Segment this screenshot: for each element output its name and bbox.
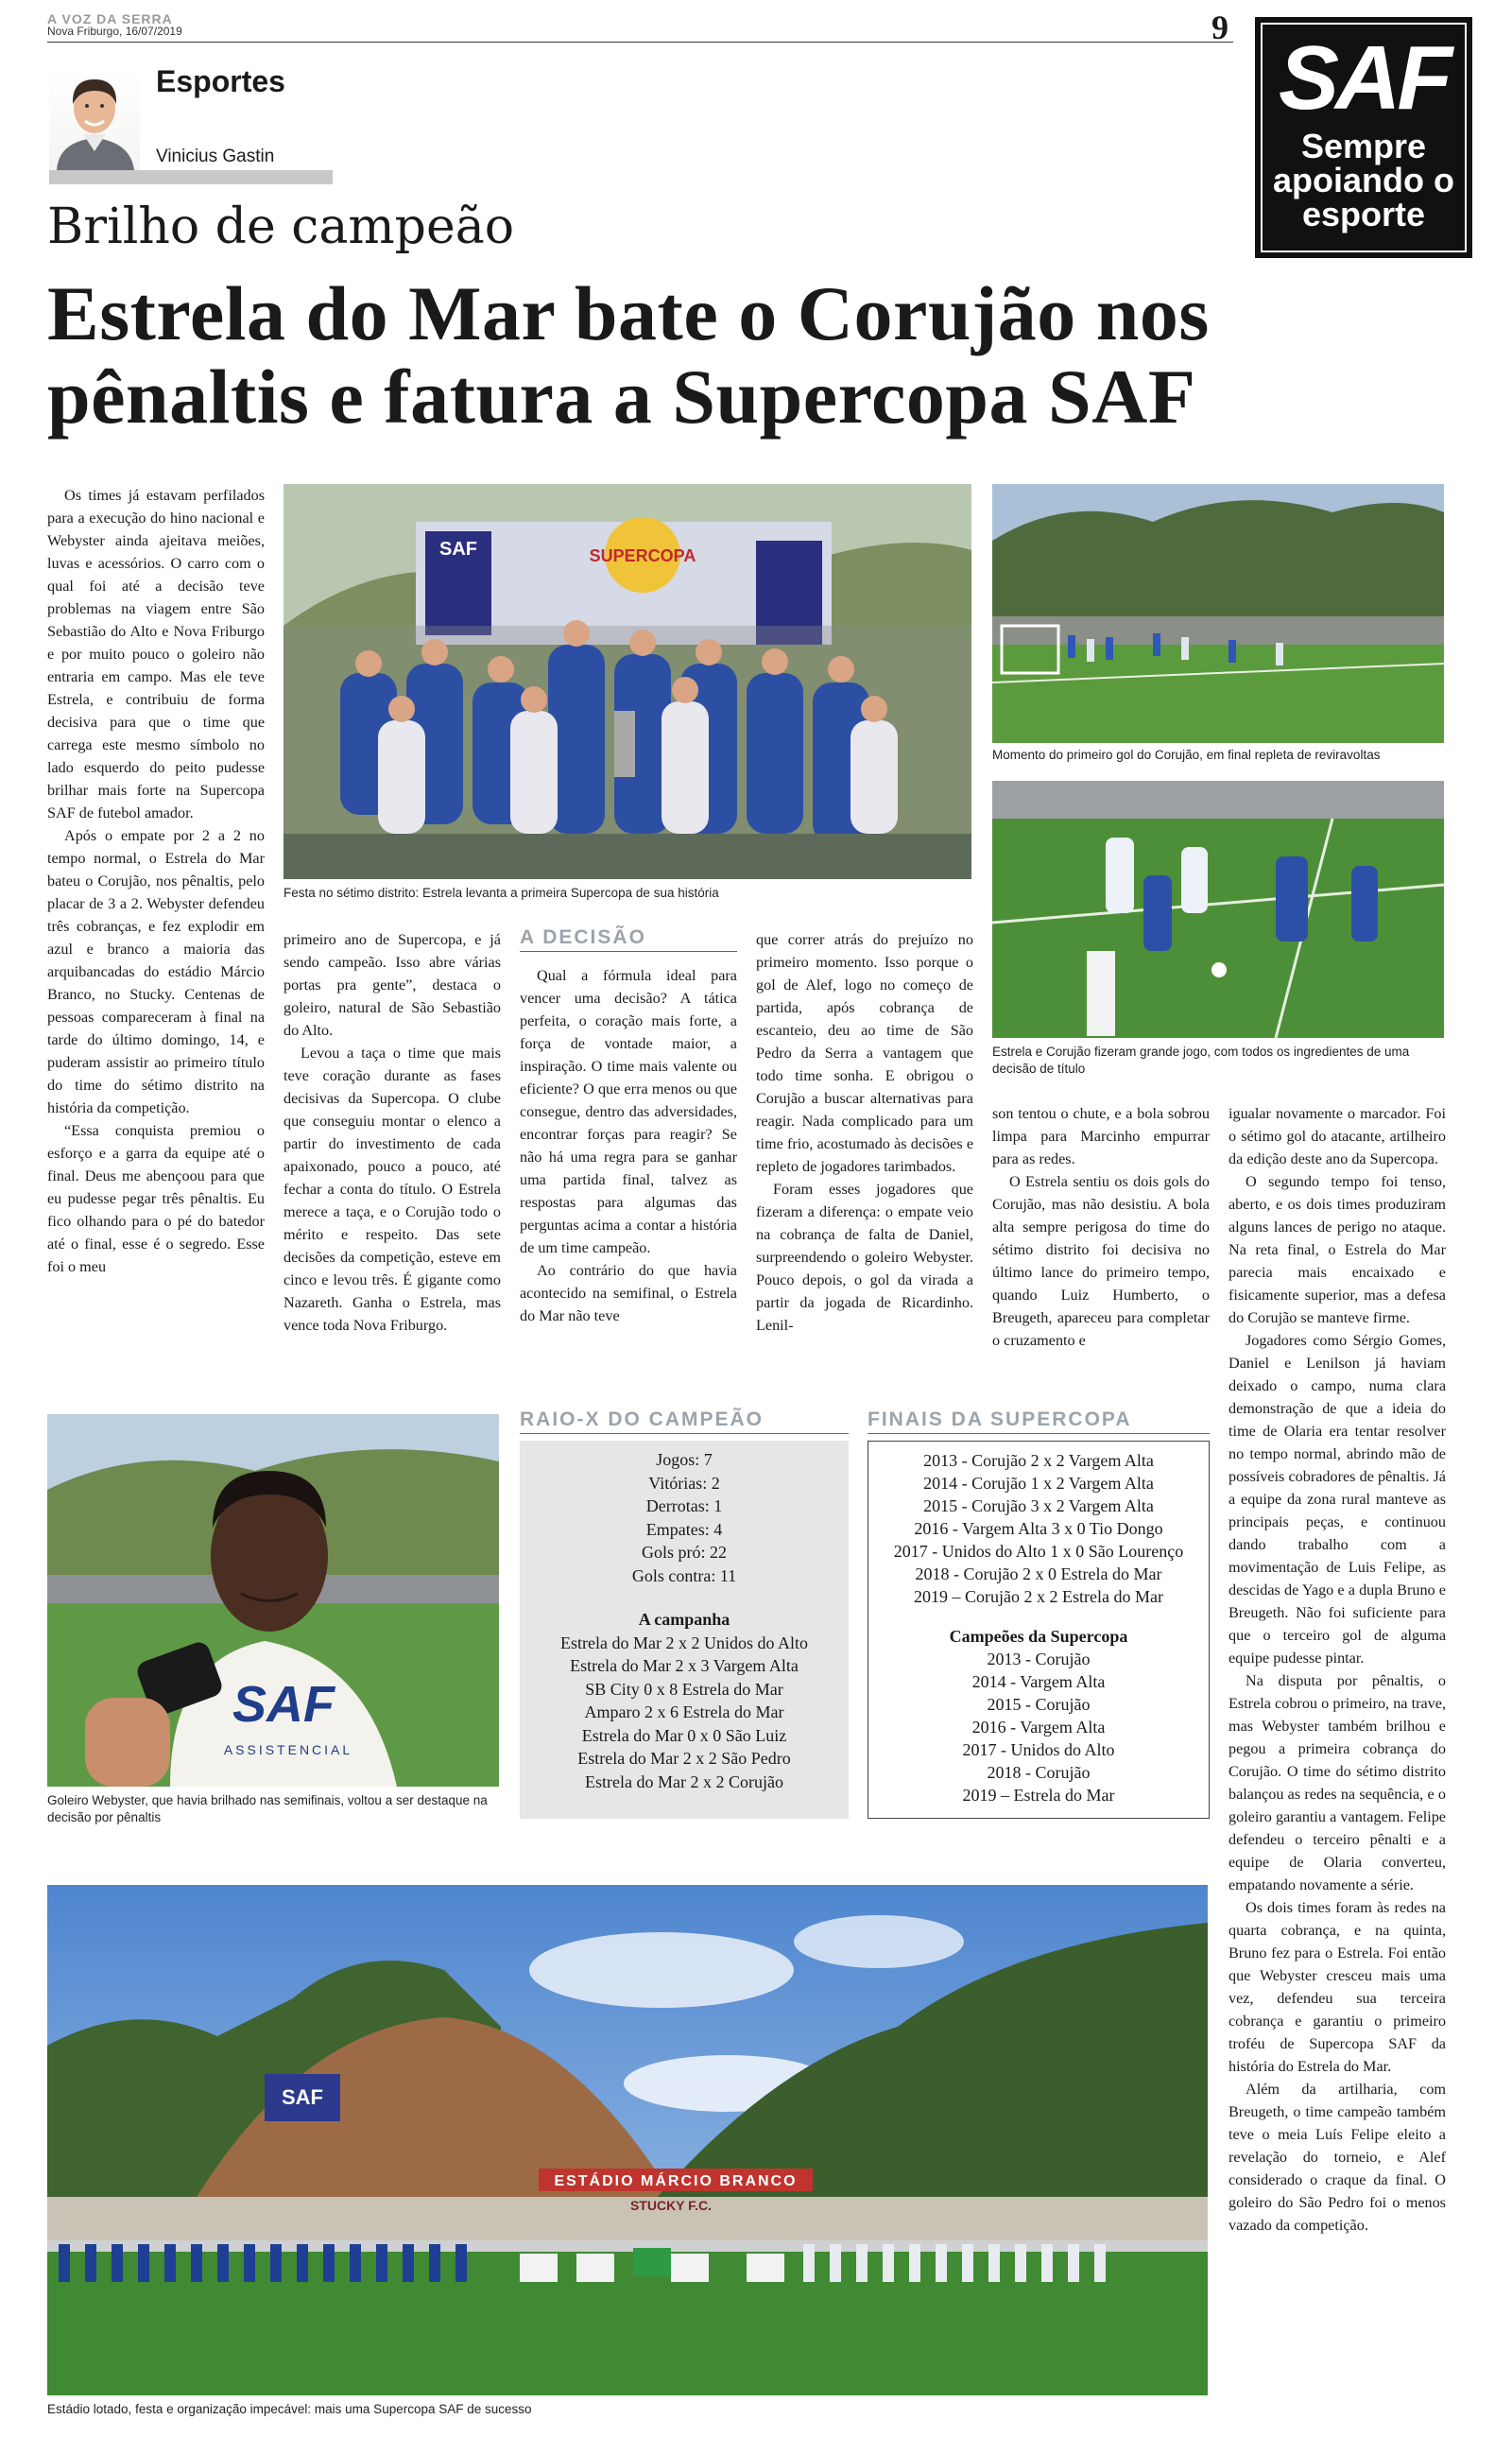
finals-title: FINAIS DA SUPERCOPA [868,1408,1210,1434]
shirt-saf-text: SAF [232,1676,335,1733]
paragraph: Os times já estavam perfilados para a execução do hino nacional e Webyster ainda ajeitava meiões, luvas e acessórios. O carro com o qual foi até a decisão teve problemas na viagem entre São Sebastião do Alto e Nova Friburgo e por muito pouco o goleiro não entraria em campo. Mas ele teve Estrela, e contribuiu de forma decisiva para que o time que carrega este mesmo símbolo no lado esquerdo do peito pudesse brilhar mais forte na Supercopa SAF de futebol amador. [47,487,265,821]
saf-slogan [1258,127,1469,233]
paragraph: Qual a fórmula ideal para vencer uma decisão? A tática perfeita, o coração mais forte, a força de vontade maior, a inspiração. O time mais valente ou eficiente? O que erra menos ou que consegue, dentro das adversidades, encontrar forças para reagir? Se não há uma regra para se ganhar uma partida final, talvez as respostas para algumas das perguntas acima a contar a história de um time campeão. [520,967,737,1256]
masthead [47,11,182,38]
caption-first-goal: Momento do primeiro gol do Corujão, em final repleta de reviravoltas [992,748,1381,762]
raio-x-title: RAIO-X DO CAMPEÃO [520,1408,849,1434]
caption-celebration: Festa no sétimo distrito: Estrela levanta a primeira Supercopa de sua história [284,886,719,900]
stat-line: Jogos: 7 [656,1450,713,1469]
campaign-line: Estrela do Mar 2 x 2 Corujão [585,1771,783,1791]
champion-line: 2014 - Vargem Alta [971,1672,1106,1691]
slogan-line: Sempre [1300,127,1427,165]
paragraph: son tentou o chute, e a bola sobrou limpa para Marcinho empurrar para as redes. [992,1105,1210,1167]
stat-line: Empates: 4 [645,1519,723,1539]
slogan-line: apoiando o [1273,161,1454,199]
champion-line: 2018 - Corujão [987,1763,1091,1782]
final-line: 2014 - Corujão 1 x 2 Vargem Alta [923,1474,1154,1493]
stadium-name-sign: ESTÁDIO MÁRCIO BRANCO [554,2173,798,2189]
campaign-line: Amparo 2 x 6 Estrela do Mar [584,1702,784,1721]
stadium-saf-sign: SAF [282,2085,323,2109]
champion-line: 2016 - Vargem Alta [971,1718,1106,1737]
raio-x-box [520,1441,849,1819]
paragraph: O Estrela sentiu os dois gols do Corujão, mas não desistiu. A bola alta sempre perigosa do time do sétimo distrito foi decisiva no último lance do primeiro tempo, quando Luiz Humberto, o Breugeth, apareceu para completar o cruzamento e [992,1173,1210,1349]
saf-logo: SAF [1279,27,1449,129]
person-avatar-icon [49,68,140,170]
paragraph: Ao contrário do que havia acontecido na semifinal, o Estrela do Mar não teve [520,1262,737,1324]
saf-advertisement [1255,17,1472,258]
article-column-2 [284,928,501,1337]
champion-line: 2013 - Corujão [987,1650,1091,1668]
paragraph: Os dois times foram às redes na quarta cobrança, e na quinta, Bruno fez para o Estrela. Foi então que Webyster cresceu mais uma vez, defendeu sua terceira cobrança e garantiu o primeiro troféu de Supercopa SAF da história do Estrela do Mar. [1228,1899,1446,2075]
caption-stadium: Estádio lotado, festa e organização impecável: mais uma Supercopa SAF de sucesso [47,2402,532,2416]
stadium-club-sign: STUCKY F.C. [629,2198,713,2213]
final-line: 2019 – Corujão 2 x 2 Estrela do Mar [914,1587,1163,1606]
article-column-4 [756,928,973,1337]
finals-header [868,1408,1210,1434]
stat-line: Gols contra: 11 [631,1565,737,1585]
columnist-avatar [49,68,140,170]
headline: Estrela do Mar bate o Corujão nos pênaltis e fatura a Supercopa SAF [47,270,1210,440]
caption-goalkeeper: Goleiro Webyster, que havia brilhado nas semifinais, voltou a ser destaque na decisão por pênaltis [47,1793,488,1824]
shirt-sub-text: ASSISTENCIAL [223,1742,353,1757]
paragraph: Na disputa por pênaltis, o Estrela cobrou o primeiro, na trave, mas Webyster também brilhou e pegou a primeira cobrança do Corujão. O time do sétimo distrito balançou as redes na sequência, e o goleiro garantiu a vantagem. Felipe defendeu o terceiro pênalti e a equipe de Olaria converteu, empatando novamente a série. [1228,1672,1446,1893]
author-name: Vinicius Gastin [156,147,275,166]
campaign-title: A campanha [638,1610,730,1629]
banner-supercopa-text: SUPERCOPA [589,546,696,565]
paragraph: “Essa conquista premiou o esforço e a garra da equipe até o final. Deus me abençoou para que eu pudesse pegar três pênaltis. Eu fico olhando para o pé do batedor até o final, esse é o segredo. Esse foi o meu [47,1122,265,1275]
edition-date: Nova Friburgo, 16/07/2019 [47,25,182,38]
final-line: 2018 - Corujão 2 x 0 Estrela do Mar [915,1564,1162,1583]
campaign-line: Estrela do Mar 2 x 3 Vargem Alta [570,1656,799,1675]
final-line: 2013 - Corujão 2 x 2 Vargem Alta [923,1451,1154,1470]
finals-box [868,1441,1210,1819]
paragraph: Após o empate por 2 a 2 no tempo normal, o Estrela do Mar bateu o Corujão, nos pênaltis, pelo placar de 3 a 2. Webyster defendeu três cobranças, e fez explodir em azul e branco a maioria das arquibancadas do estádio Márcio Branco, no Stucky. Centenas de pessoas compareceram à final na tarde do último domingo, 14, e puderam assistir ao primeiro título do time do sétimo distrito na história da competição. [47,827,265,1116]
paragraph: igualar novamente o marcador. Foi o sétimo gol do atacante, artilheiro da edição deste ano da Supercopa. [1228,1105,1446,1167]
match-photo [992,781,1444,1038]
article-column-3 [520,964,737,1327]
paragraph: primeiro ano de Supercopa, e já sendo campeão. Isso abre várias portas pra gente”, destaca o goleiro, natural de São Sebastião do Alto. [284,931,501,1039]
champion-line: 2019 – Estrela do Mar [962,1786,1115,1805]
article-column-6 [1228,1102,1446,2237]
champions-title: Campeões da Supercopa [949,1627,1128,1646]
banner-saf-text: SAF [439,539,477,560]
kicker: Brilho de campeão [47,199,515,255]
paragraph: Além da artilharia, com Breugeth, o time campeão também teve o meia Luís Felipe eleito a revelação do torneio, e Alef considerado o craque da final. O goleiro do São Pedro foi o menos vazado da competição. [1228,2081,1446,2234]
author-bar [49,170,333,184]
goalkeeper-photo [47,1414,499,1787]
decision-section [520,926,737,952]
campaign-line: Estrela do Mar 2 x 2 São Pedro [577,1749,791,1768]
final-line: 2015 - Corujão 3 x 2 Vargem Alta [923,1496,1154,1515]
paragraph: Levou a taça o time que mais teve coração durante as fases decisivas da Supercopa. O clube que conseguiu montar o elenco a partir do investimento de cada apaixonado, pouco a pouco, até fechar a conta do título. O Estrela merece a taça, e o Corujão todo o mérito e respeito. Das sete decisões da competição, esteve em cinco e levou três. É gigante como Nazareth. Ganha o Estrela, mas vence toda Nova Friburgo. [284,1045,501,1334]
newspaper-name: A VOZ DA SERRA [47,11,173,26]
stat-line: Gols pró: 22 [642,1543,727,1562]
stadium-photo [47,1885,1208,2395]
caption-match: Estrela e Corujão fizeram grande jogo, com todos os ingredientes de uma decisão de título [992,1045,1410,1076]
raio-x-header [520,1408,849,1434]
campaign-line: Estrela do Mar 2 x 2 Unidos do Alto [560,1633,808,1652]
paragraph: O segundo tempo foi tenso, aberto, e os dois times produziram alguns lances de perigo no ataque. Na reta final, o Estrela do Mar parecia mais encaixado e fisicamente superior, mas a defesa do Corujão se manteve firme. [1228,1173,1446,1326]
paragraph: Foram esses jogadores que fizeram a diferença: o empate veio na cobrança de falta de Daniel, surpreendendo o goleiro Webyster. Pouco depois, o gol da virada a partir da jogada de Ricardinho. Lenil- [756,1181,973,1334]
champion-line: 2015 - Corujão [987,1695,1091,1714]
stat-line: Vitórias: 2 [648,1473,720,1493]
article-column-5 [992,1102,1210,1352]
paragraph: que correr atrás do prejuízo no primeiro momento. Isso porque o gol de Alef, logo no começo de partida, após cobrança de escanteio, deu ao time de São Pedro da Serra a vantagem que todo time sonha. E obrigou o Corujão a buscar alternativas para reagir. Nada complicado para um time frio, acostumado às decisões e repleto de jogadores tarimbados. [756,931,973,1175]
page-number: 9 [1211,9,1228,46]
champion-line: 2017 - Unidos do Alto [962,1740,1115,1759]
final-line: 2016 - Vargem Alta 3 x 0 Tio Dongo [914,1519,1163,1538]
celebration-photo [284,484,971,879]
final-line: 2017 - Unidos do Alto 1 x 0 São Lourenço [893,1542,1184,1561]
slogan-line: esporte [1301,195,1426,233]
first-goal-photo [992,484,1444,743]
stat-line: Derrotas: 1 [645,1496,723,1515]
campaign-line: Estrela do Mar 0 x 0 São Luiz [581,1725,787,1745]
campaign-line: SB City 0 x 8 Estrela do Mar [585,1679,783,1699]
section-title: Esportes [156,64,285,98]
top-rule [47,42,1233,43]
article-column-1 [47,484,265,1278]
decision-title: A DECISÃO [520,926,737,952]
paragraph: Jogadores como Sérgio Gomes, Daniel e Lenilson já haviam deixado o campo, numa clara demonstração de que a ideia do time de Olaria era tentar resolver no tempo normal, abrindo mão de possíveis cobradores de pênaltis. Já a equipe da zona rural manteve as principais peças, e continuou dando trabalho com a movimentação de Luis Felipe, as descidas de Yago e a dupla Bruno e Breugeth. Não foi suficiente para que o terceiro gol de alguma equipe pudesse pintar. [1228,1332,1446,1667]
